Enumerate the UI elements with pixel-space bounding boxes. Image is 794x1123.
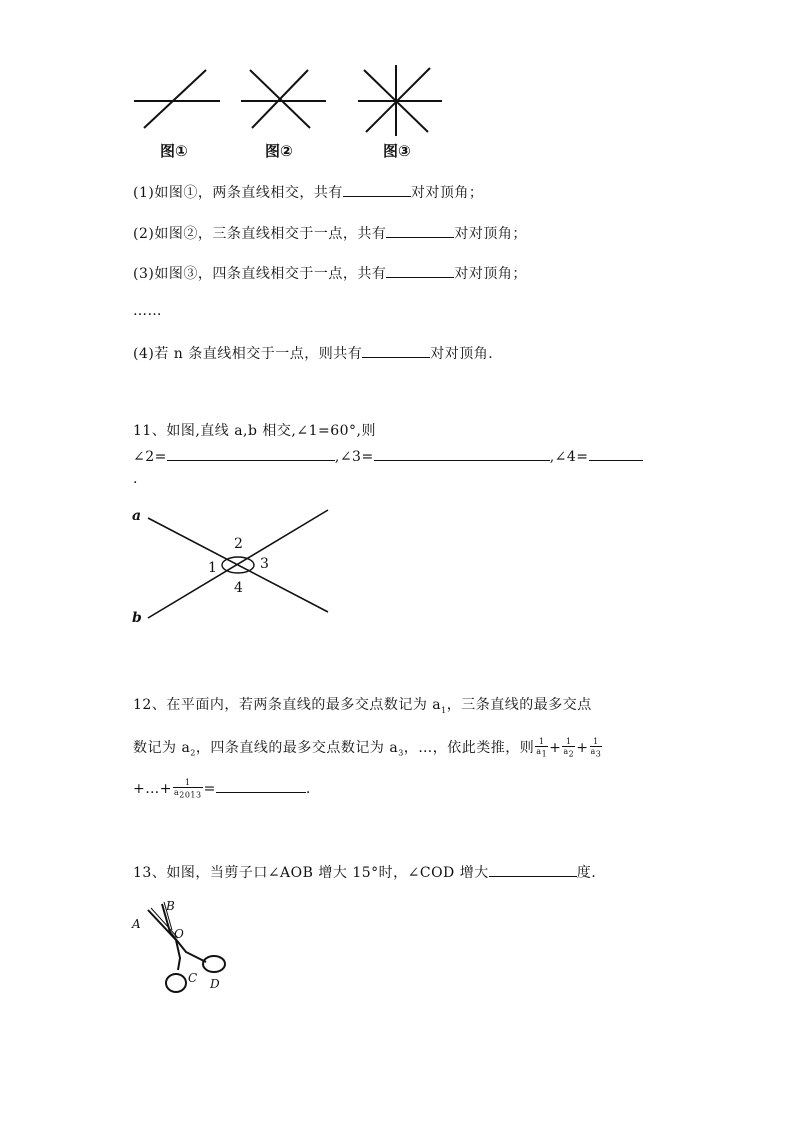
fraction-1-over-a3: $\frac{1}{a_3}$ [590, 737, 602, 759]
angle-1-label: 1 [208, 560, 217, 576]
figure-3-label: 图③ [383, 142, 411, 160]
q10-part1: (1)如图①，两条直线相交，共有 对对顶角； [133, 182, 483, 202]
point-C-label: C [188, 971, 198, 985]
point-O-label: O [174, 927, 184, 941]
point-D-label: D [210, 977, 220, 991]
q11-answers: ∠2= ,∠3= ,∠4= [133, 446, 643, 466]
q10-part4: (4)若 n 条直线相交于一点，则共有 对对顶角. [133, 343, 493, 363]
point-B-label: B [166, 899, 175, 913]
answer-blank-angle3[interactable] [374, 446, 550, 461]
angle-3-label: 3 [260, 556, 269, 572]
answer-blank-angle2[interactable] [167, 446, 335, 461]
answer-blank-angle4[interactable] [589, 446, 643, 461]
fraction-1-over-a2013: $\frac{1}{a_{2013}}$ [173, 778, 202, 800]
q10-part2: (2)如图②，三条直线相交于一点，共有 对对顶角； [133, 223, 527, 243]
q12-line2: 数记为 $a_2$，四条直线的最多交点数记为 $a_3$，…，依此类推，则 $\frac{1}{a_1}$ + $\frac{1}{a_2}$ + $\frac{1}{a_3}$ [133, 737, 602, 759]
angle-2-label: 2 [234, 536, 243, 552]
figure-1 [130, 66, 225, 132]
fraction-1-over-a1: $\frac{1}{a_1}$ [536, 737, 548, 759]
label-b: b [132, 610, 142, 626]
figure-1-label: 图① [160, 142, 188, 160]
q10-part3: (3)如图③，四条直线相交于一点，共有 对对顶角； [133, 263, 527, 283]
angle-4-label: 4 [234, 580, 243, 596]
q11-stem: 11、如图,直线 a,b 相交,∠1=60°,则 [133, 423, 377, 439]
answer-blank[interactable] [362, 343, 430, 358]
answer-blank[interactable] [386, 223, 454, 238]
q12-line3: +…+ $\frac{1}{a_{2013}}$ = . [133, 778, 311, 800]
label-a: a [132, 508, 142, 524]
scissors-figure [128, 896, 238, 1000]
figure-2-label: 图② [265, 142, 293, 160]
answer-blank[interactable] [216, 778, 306, 793]
figure-3 [354, 62, 446, 138]
q12-line1: 12、在平面内，若两条直线的最多交点数记为 $a_1$，三条直线的最多交点 [133, 697, 592, 715]
fraction-1-over-a2: $\frac{1}{a_2}$ [563, 737, 575, 759]
q11-figure [128, 500, 338, 628]
answer-blank[interactable] [386, 263, 454, 278]
figure-2 [238, 66, 330, 132]
q13-stem: 13、如图，当剪子口∠AOB 增大 15°时，∠COD 增大 度. [133, 862, 596, 882]
q10-ellipsis: …… [133, 303, 162, 319]
answer-blank[interactable] [343, 182, 411, 197]
q11-end-period: . [133, 471, 138, 487]
point-A-label: A [132, 917, 141, 931]
answer-blank[interactable] [489, 862, 577, 877]
